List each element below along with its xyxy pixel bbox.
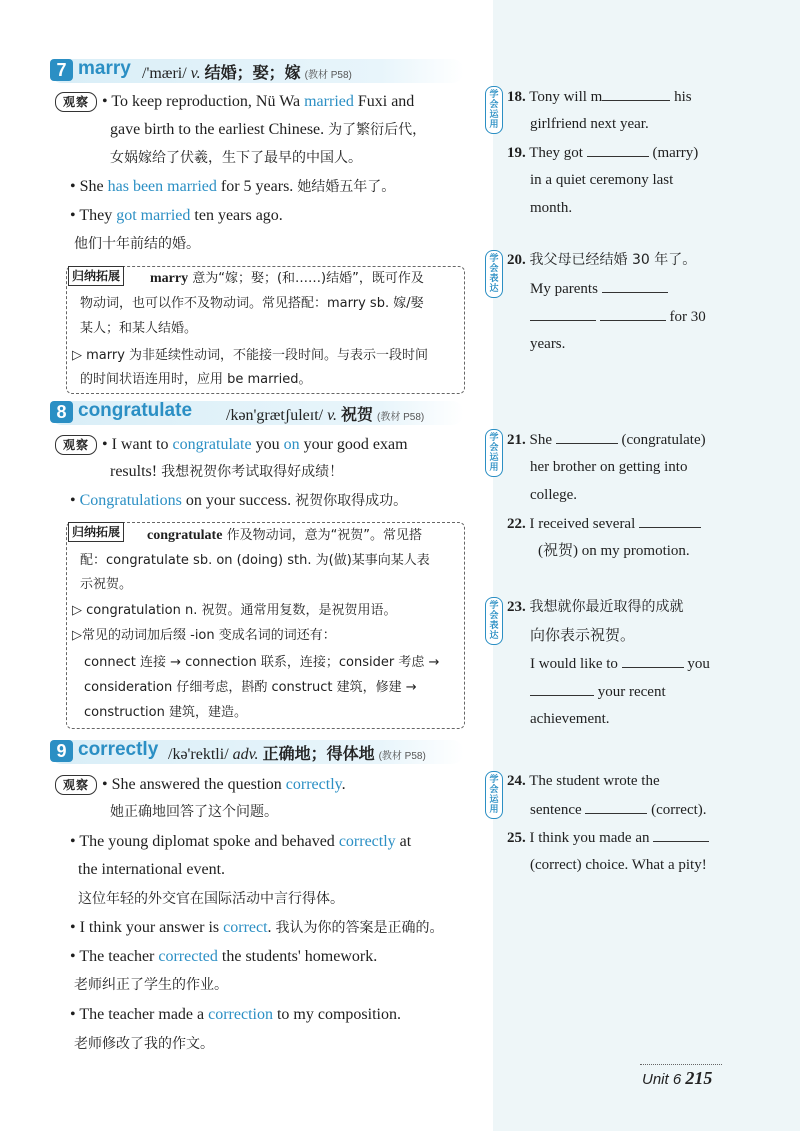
summary-text: consideration 仔细考虑，斟酌 construct 建筑，修建 → [84,680,417,695]
example-line: results! 我想祝贺你考试取得好成绩！ [110,463,344,480]
exercise-23: 23. 我想就你最近取得的成就 [507,599,684,615]
summary-text: connect 连接 → connection 联系，连接；consider 考虑 → [84,655,440,670]
entry-header-congratulate [50,401,464,425]
example-line: • She answered the question correctly. [102,776,346,793]
entry-definition: /kə'rektli/ adv. 正确地；得体地 (教材 P58) [168,746,426,763]
entry-number: 9 [50,740,73,762]
entry-number: 8 [50,401,73,423]
summary-text: 物动词，也可以作不及物动词。常见搭配：marry sb. 嫁/娶 [80,296,424,311]
page-number: 215 [685,1068,713,1088]
entry-definition: /'mæri/ v. 结婚；娶；嫁 (教材 P58) [142,65,352,82]
entry-word: marry [78,58,131,79]
observe-icon: 观察 [55,435,97,455]
example-line: • I want to congratulate you on your good exam [102,436,408,453]
summary-text: congratulate 作及物动词，意为“祝贺”。常见搭 [147,528,423,543]
example-line: • They got married ten years ago. [70,207,283,224]
exercise-text: My parents [530,278,668,299]
observe-icon: 观察 [55,775,97,795]
example-translation: 这位年轻的外交官在国际活动中言行得体。 [78,891,344,907]
exercise-18: 18. Tony will m his [507,86,692,107]
example-translation: 她正确地回答了这个问题。 [110,804,278,820]
example-translation: 他们十年前结的婚。 [74,236,200,252]
example-translation: 女娲嫁给了伏羲，生下了最早的中国人。 [110,150,362,166]
exercise-text: achievement. [530,711,610,727]
learn-express-tag: 学会表达 [485,597,503,645]
learn-express-tag: 学会表达 [485,250,503,298]
summary-label: 归纳拓展 [68,522,124,542]
exercise-text: years. [530,336,566,352]
observe-icon: 观察 [55,92,97,112]
summary-text: ▷ congratulation n. 祝贺。通常用复数，是祝贺用语。 [72,603,397,618]
example-line: • She has been married for 5 years. 她结婚五年了。 [70,178,396,195]
exercise-text: for 30 [530,306,706,327]
example-line: gave birth to the earliest Chinese. 为了繁衍后代， [110,121,427,138]
example-line: • The young diplomat spoke and behaved correctly at [70,833,412,850]
summary-text: 示祝贺。 [80,577,133,592]
summary-text: ▷ marry 为非延续性动词，不能接一段时间。与表示一段时间 [72,348,429,363]
example-line: • The teacher made a correction to my composition. [70,1006,401,1023]
entry-header-marry [50,59,464,83]
summary-text: 的时间状语连用时，应用 be married。 [80,372,312,387]
example-line: • Congratulations on your success. 祝贺你取得成功。 [70,492,408,509]
exercise-text: (correct) choice. What a pity! [530,857,707,873]
exercise-text: I would like to you [530,653,710,674]
exercise-25: 25. I think you made an [507,827,709,848]
exercise-19: 19. They got (marry) [507,142,698,163]
exercise-text: 向你表示祝贺。 [530,626,636,644]
summary-text: construction 建筑，建造。 [84,705,247,720]
example-line: • I think your answer is correct. 我认为你的答案是正确的。 [70,919,444,936]
summary-text: 配：congratulate sb. on (doing) sth. 为(做)某事向某人表 [80,553,430,568]
exercise-20: 20. 我父母已经结婚 30 年了。 [507,252,697,268]
exercise-21: 21. She (congratulate) [507,429,706,450]
summary-text: ▷常见的动词加后缀 -ion 变成名词的词还有： [72,628,336,643]
learn-use-tag: 学会运用 [485,771,503,819]
exercise-text: in a quiet ceremony last [530,172,674,188]
learn-use-tag: 学会运用 [485,86,503,134]
exercise-22: 22. I received several [507,513,701,534]
example-line: • To keep reproduction, Nü Wa married Fuxi and [102,93,415,110]
exercise-text: college. [530,487,578,503]
exercise-text: girlfriend next year. [530,116,649,132]
summary-label: 归纳拓展 [68,266,124,286]
entry-word: congratulate [78,400,193,421]
example-translation: 老师修改了我的作文。 [74,1036,214,1052]
entry-word: correctly [78,739,159,760]
summary-text: marry 意为“嫁；娶；(和……)结婚”，既可作及 [150,271,424,286]
example-translation: 老师纠正了学生的作业。 [74,977,228,993]
entry-header-correctly [50,740,464,764]
example-line: • The teacher corrected the students' homework. [70,948,378,965]
entry-number: 7 [50,59,73,81]
exercise-text: her brother on getting into [530,459,688,475]
entry-definition: /kən'grætʃuleɪt/ v. 祝贺 (教材 P58) [226,407,425,424]
exercise-text: your recent [530,681,666,702]
exercise-text: month. [530,200,573,216]
summary-text: 某人；和某人结婚。 [80,321,198,336]
example-line: the international event. [78,861,226,878]
learn-use-tag: 学会运用 [485,429,503,477]
exercise-text: (祝贺) on my promotion. [538,543,690,559]
footer-divider [640,1064,722,1065]
page-footer: Unit 6 215 [642,1068,713,1088]
exercise-text: sentence (correct). [530,799,707,820]
exercise-24: 24. The student wrote the [507,773,660,789]
